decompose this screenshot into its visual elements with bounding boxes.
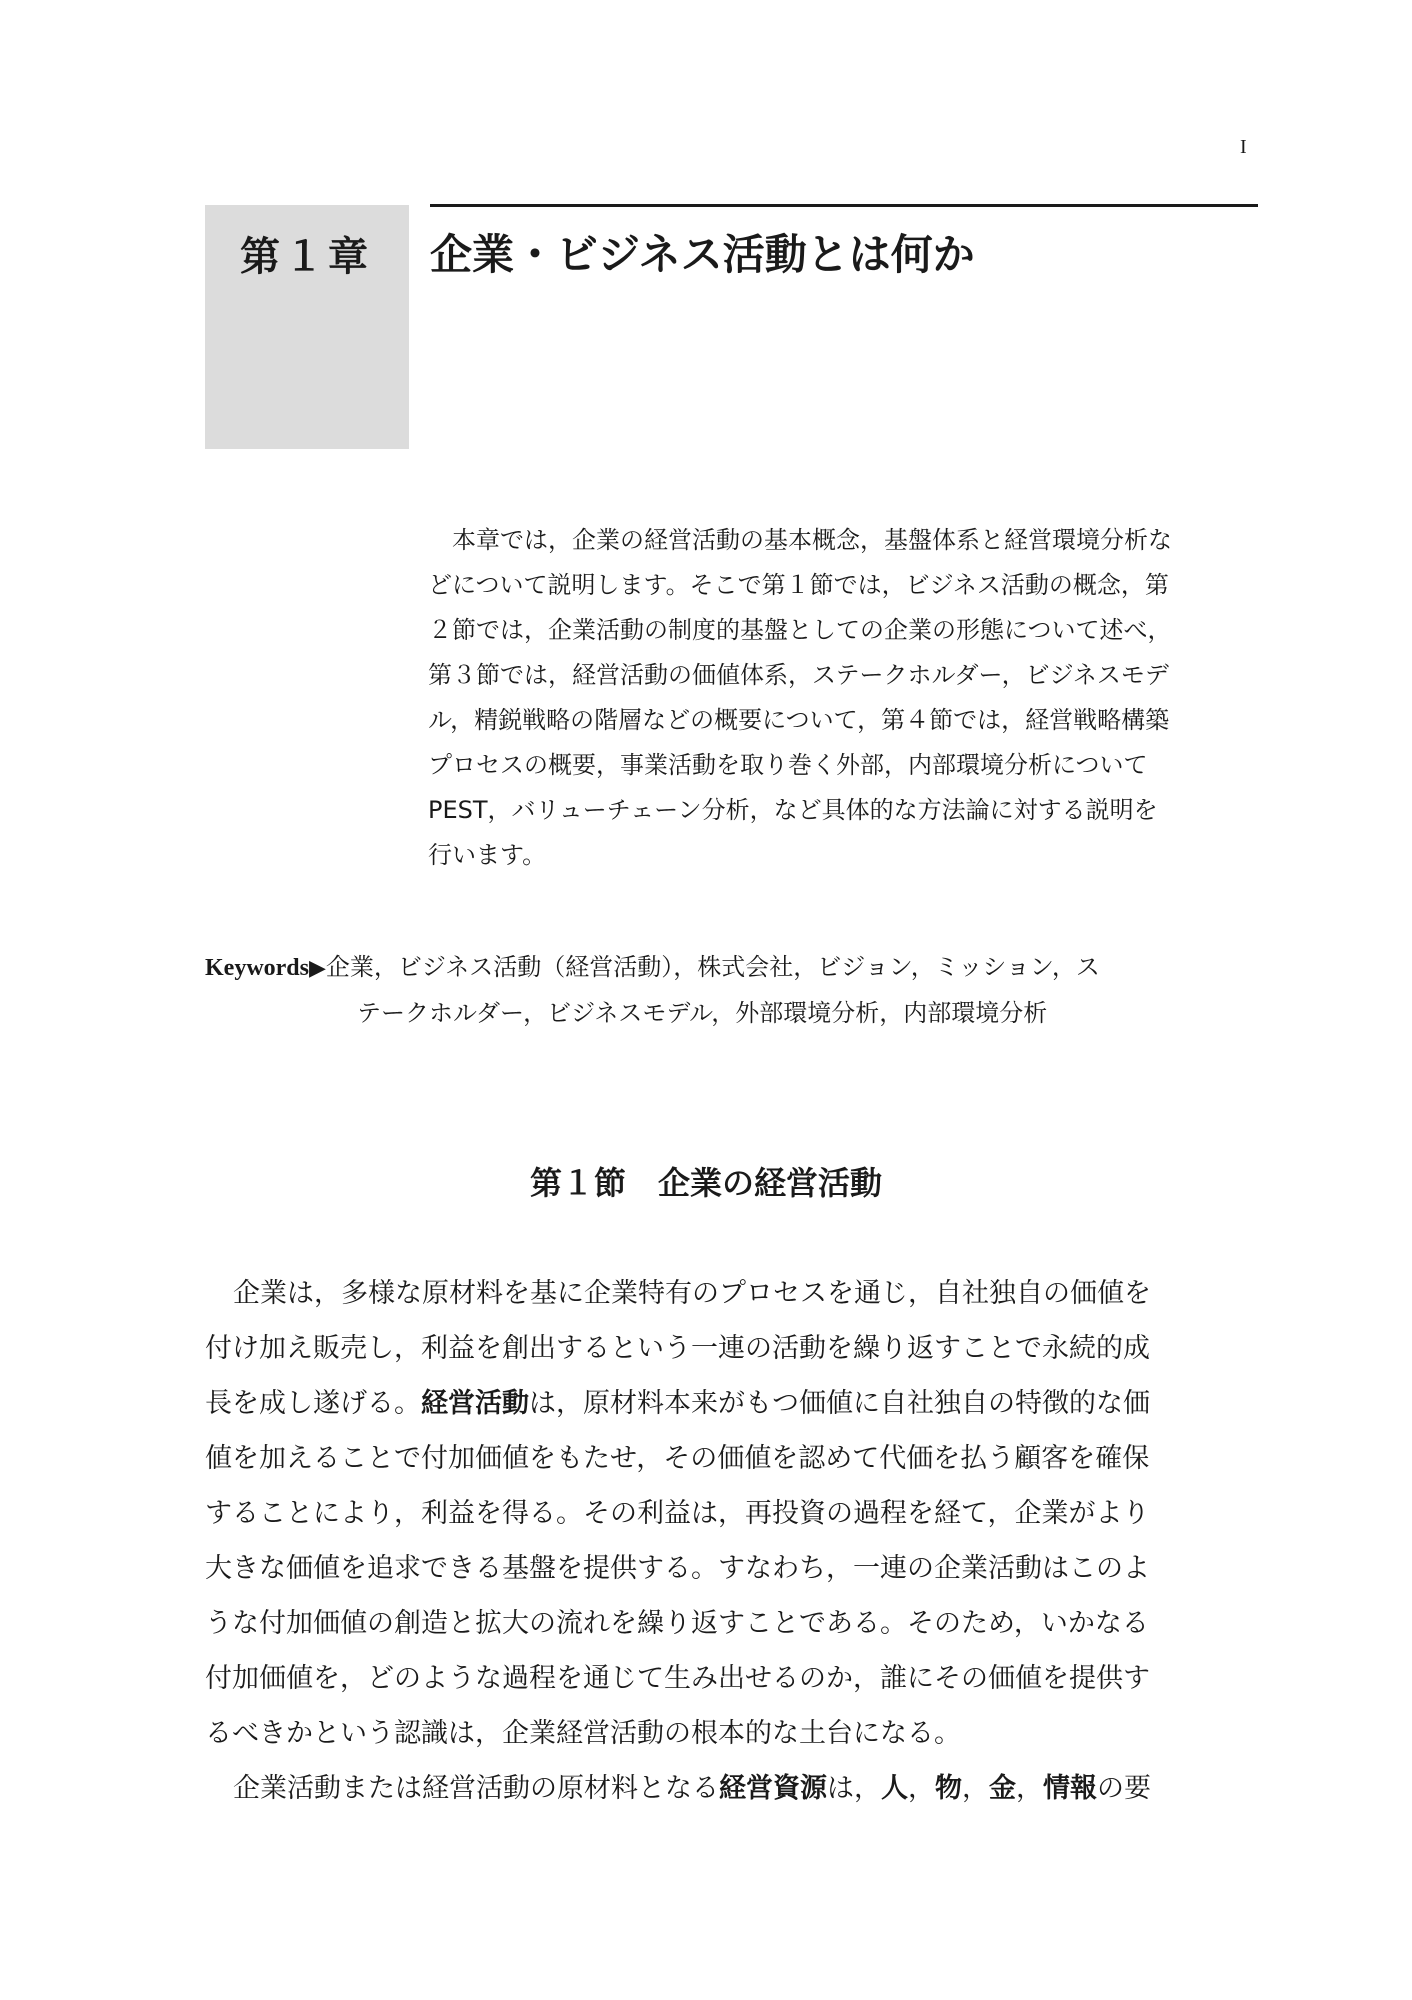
body-line: るべきかという認識は，企業経営活動の根本的な土台になる。	[205, 1718, 961, 1749]
body-line	[205, 1761, 1265, 1816]
intro-line: プロセスの概要，事業活動を取り巻く外部，内部環境分析について	[428, 751, 1148, 779]
bold-term: 情報	[1043, 1773, 1097, 1804]
intro-line: 第３節では，経営活動の価値体系，ステークホルダー，ビジネスモデ	[428, 661, 1169, 689]
body-text-span: 長を成し遂げる。	[205, 1388, 421, 1419]
keywords-label: Keywords	[205, 955, 309, 981]
chapter-label: 第１章	[240, 233, 372, 280]
body-line: 企業は，多様な原材料を基に企業特有のプロセスを通じ，自社独自の価値を	[233, 1278, 1151, 1309]
body-text-span: ，	[908, 1773, 935, 1804]
body-text-span: は，	[827, 1773, 881, 1804]
page-number: I	[1240, 136, 1247, 158]
intro-line: ２節では，企業活動の制度的基盤としての企業の形態について述べ，	[428, 616, 1172, 644]
intro-line: ル，精鋭戦略の階層などの概要について，第４節では，経営戦略構築	[428, 706, 1170, 734]
chapter-title: 企業・ビジネス活動とは何か	[430, 230, 975, 279]
intro-line: PEST，バリューチェーン分析，など具体的な方法論に対する説明を	[428, 796, 1158, 824]
body-text-span: 企業活動または経営活動の原材料となる	[233, 1773, 719, 1804]
section-title: 第１節 企業の経営活動	[529, 1164, 882, 1202]
bold-term: 人	[881, 1773, 908, 1804]
chapter-title-rule	[430, 204, 1258, 207]
bold-term: 金	[989, 1773, 1016, 1804]
body-text-span: ，	[962, 1773, 989, 1804]
body-line: 付加価値を，どのような過程を通じて生み出せるのか，誰にその価値を提供す	[205, 1663, 1150, 1694]
intro-line: どについて説明します。そこで第１節では，ビジネス活動の概念，第	[428, 571, 1169, 599]
body-line	[205, 1376, 1265, 1431]
intro-line: 行います。	[428, 841, 547, 869]
body-line: することにより，利益を得る。その利益は，再投資の過程を経て，企業がより	[205, 1498, 1150, 1529]
body-text	[205, 1266, 1265, 1816]
keywords-line: テークホルダー，ビジネスモデル，外部環境分析，内部環境分析	[357, 999, 1048, 1027]
keywords-line: 企業，ビジネス活動（経営活動），株式会社，ビジョン，ミッション，ス	[325, 953, 1100, 981]
body-line: うな付加価値の創造と拡大の流れを繰り返すことである。そのため，いかなる	[205, 1608, 1149, 1639]
bold-term: 物	[935, 1773, 962, 1804]
intro-line: 本章では，企業の経営活動の基本概念，基盤体系と経営環境分析な	[452, 526, 1172, 554]
bold-term: 経営資源	[719, 1773, 827, 1804]
body-text-span: の要	[1097, 1773, 1151, 1804]
body-line: 付け加え販売し，利益を創出するという一連の活動を繰り返すことで永続的成	[205, 1333, 1150, 1364]
body-line: 値を加えることで付加価値をもたせ，その価値を認めて代価を払う顧客を確保	[205, 1443, 1150, 1474]
chapter-introduction	[428, 518, 1258, 878]
body-text-span: は，原材料本来がもつ価値に自社独自の特徴的な価	[529, 1388, 1150, 1419]
keywords-arrow-icon: ▶	[309, 956, 326, 981]
bold-term: 経営活動	[421, 1388, 529, 1419]
keywords-block	[205, 944, 1265, 1036]
body-line: 大きな価値を追求できる基盤を提供する。すなわち，一連の企業活動はこのよ	[205, 1553, 1150, 1584]
body-text-span: ，	[1016, 1773, 1043, 1804]
